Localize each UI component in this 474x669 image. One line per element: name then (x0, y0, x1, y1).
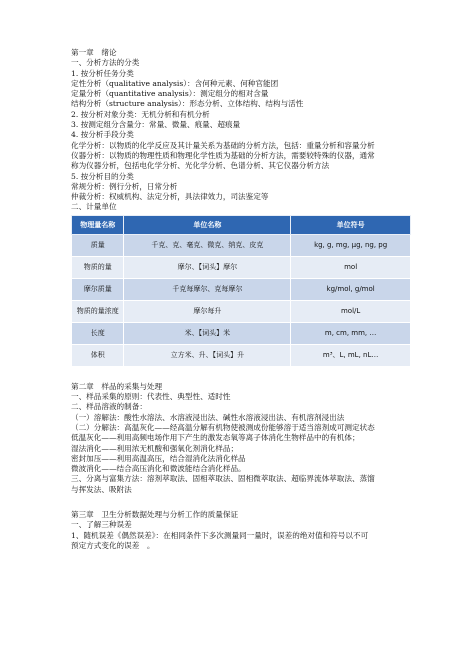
table-cell: 长度 (72, 322, 124, 344)
table-row (72, 322, 411, 344)
table-cell: 千克每摩尔、克每摩尔 (124, 278, 291, 300)
body-text-line: 2. 按分析对象分类：无机分析和有机分析 (71, 109, 210, 119)
body-text-line: 一、了解三种误差 (71, 520, 132, 530)
units-table-header-row (72, 215, 411, 234)
body-text-line: 与挥发法、吸附法 (71, 484, 132, 494)
table-cell: 米、【词头】米 (124, 322, 291, 344)
table-cell: 摩尔每升 (124, 300, 291, 322)
table-row (72, 300, 411, 322)
body-text-line: 定量分析（quantitative analysis）：测定组分的相对含量 (71, 89, 269, 99)
body-text-line: 微波消化——结合高压消化和微波能结合消化样品。 (71, 464, 246, 474)
body-text-line: 4. 按分析手段分类 (71, 130, 134, 140)
body-text-line: 5. 按分析目的分类 (71, 171, 134, 181)
table-cell: 立方米、升、【词头】升 (124, 344, 291, 366)
body-text-line: 一、样品采集的原则：代表性、典型性、适时性 (71, 392, 231, 402)
body-text-line: 仲裁分析：权威机构、法定分析，具法律效力，司法鉴定等 (71, 192, 269, 202)
table-cell: 摩尔质量 (72, 278, 124, 300)
chapter-1-body (71, 58, 411, 212)
body-text-line: 称为仪器分析，包括电化学分析、光化学分析、色谱分析、其它仪器分析方法 (71, 161, 330, 171)
body-text-line: 化学分析：以物质的化学反应及其计量关系为基础的分析方法，包括：重量分析和容量分析 (71, 140, 375, 150)
body-text-line: 二、计量单位 (71, 202, 117, 212)
table-cell: mol/L (291, 300, 411, 322)
body-text-line: 定性分析（qualitative analysis）：含何种元素、何种官能团 (71, 78, 279, 88)
chapter-3-body (71, 520, 411, 551)
body-text-line: 三、分离与富集方法：溶剂萃取法、固相萃取法、固相微萃取法、超临界流体萃取法、蒸馏 (71, 474, 375, 484)
body-text-line: 一、分析方法的分类 (71, 58, 140, 68)
chapter-1-heading: 第一章 绪论 (71, 48, 117, 57)
table-row (72, 344, 411, 366)
body-text-line: （一）溶解法：酸性水溶法、水溶液浸出法、碱性水溶液浸出法、有机溶剂浸出法 (71, 412, 345, 422)
table-cell: kg/mol, g/mol (291, 278, 411, 300)
table-cell: 质量 (72, 234, 124, 256)
table-cell: mol (291, 256, 411, 278)
body-text-line: （二）分解法：高温灰化——经高温分解有机物使被测成份能够溶于适当溶剂成可测定状态 (71, 422, 375, 432)
table-cell: kg, g, mg, μg, ng, pg (291, 234, 411, 256)
body-text-line: 3. 按测定组分含量分：常量、微量、痕量、超痕量 (71, 120, 241, 130)
table-cell: 千克、克、毫克、微克、纳克、皮克 (124, 234, 291, 256)
body-text-line: 结构分析（structure analysis）：形态分析、立体结构、结构与活性 (71, 99, 304, 109)
body-text-line: 密封加压——利用高温高压，结合湿消化法消化样品 (71, 453, 246, 463)
header-unit-name: 单位名称 (124, 215, 291, 234)
table-cell: 物质的量 (72, 256, 124, 278)
header-quantity: 物理量名称 (72, 215, 124, 234)
body-text-line: 低温灰化——利用高频电场作用下产生的激发态氧等离子体消化生物样品中的有机体； (71, 433, 360, 443)
table-cell: 体积 (72, 344, 124, 366)
body-text-line: 1. 按分析任务分类 (71, 68, 134, 78)
body-text-line: 仪器分析：以物质的物理性质和物理化学性质为基础的分析方法，需要较特殊的仪器，通常 (71, 150, 375, 160)
table-cell: m, cm, mm, … (291, 322, 411, 344)
chapter-2-heading: 第二章 样品的采集与处理 (71, 381, 163, 391)
table-cell: 物质的量浓度 (72, 300, 124, 322)
units-table (71, 215, 411, 367)
body-text-line: 1、随机误差《偶然误差》：在相同条件下多次测量同一量时，误差的绝对值和符号以不可 (71, 530, 369, 540)
body-text-line: 预定方式变化的误差 。 (71, 540, 155, 550)
header-unit-symbol: 单位符号 (291, 215, 411, 234)
body-text-line: 常规分析：例行分析，日常分析 (71, 181, 178, 191)
table-cell: m³、L, mL, nL… (291, 344, 411, 366)
body-text-line: 二、样品溶液的制备： (71, 402, 147, 412)
document-page (71, 48, 411, 551)
table-row (72, 234, 411, 256)
table-row (72, 278, 411, 300)
chapter-2-body (71, 392, 411, 495)
chapter-3-heading: 第三章 卫生分析数据处理与分析工作的质量保证 (71, 510, 239, 520)
table-cell: 摩尔、【词头】摩尔 (124, 256, 291, 278)
body-text-line: 湿法消化——利用浓无机酸和强氧化剂消化样品； (71, 443, 239, 453)
table-row (72, 256, 411, 278)
